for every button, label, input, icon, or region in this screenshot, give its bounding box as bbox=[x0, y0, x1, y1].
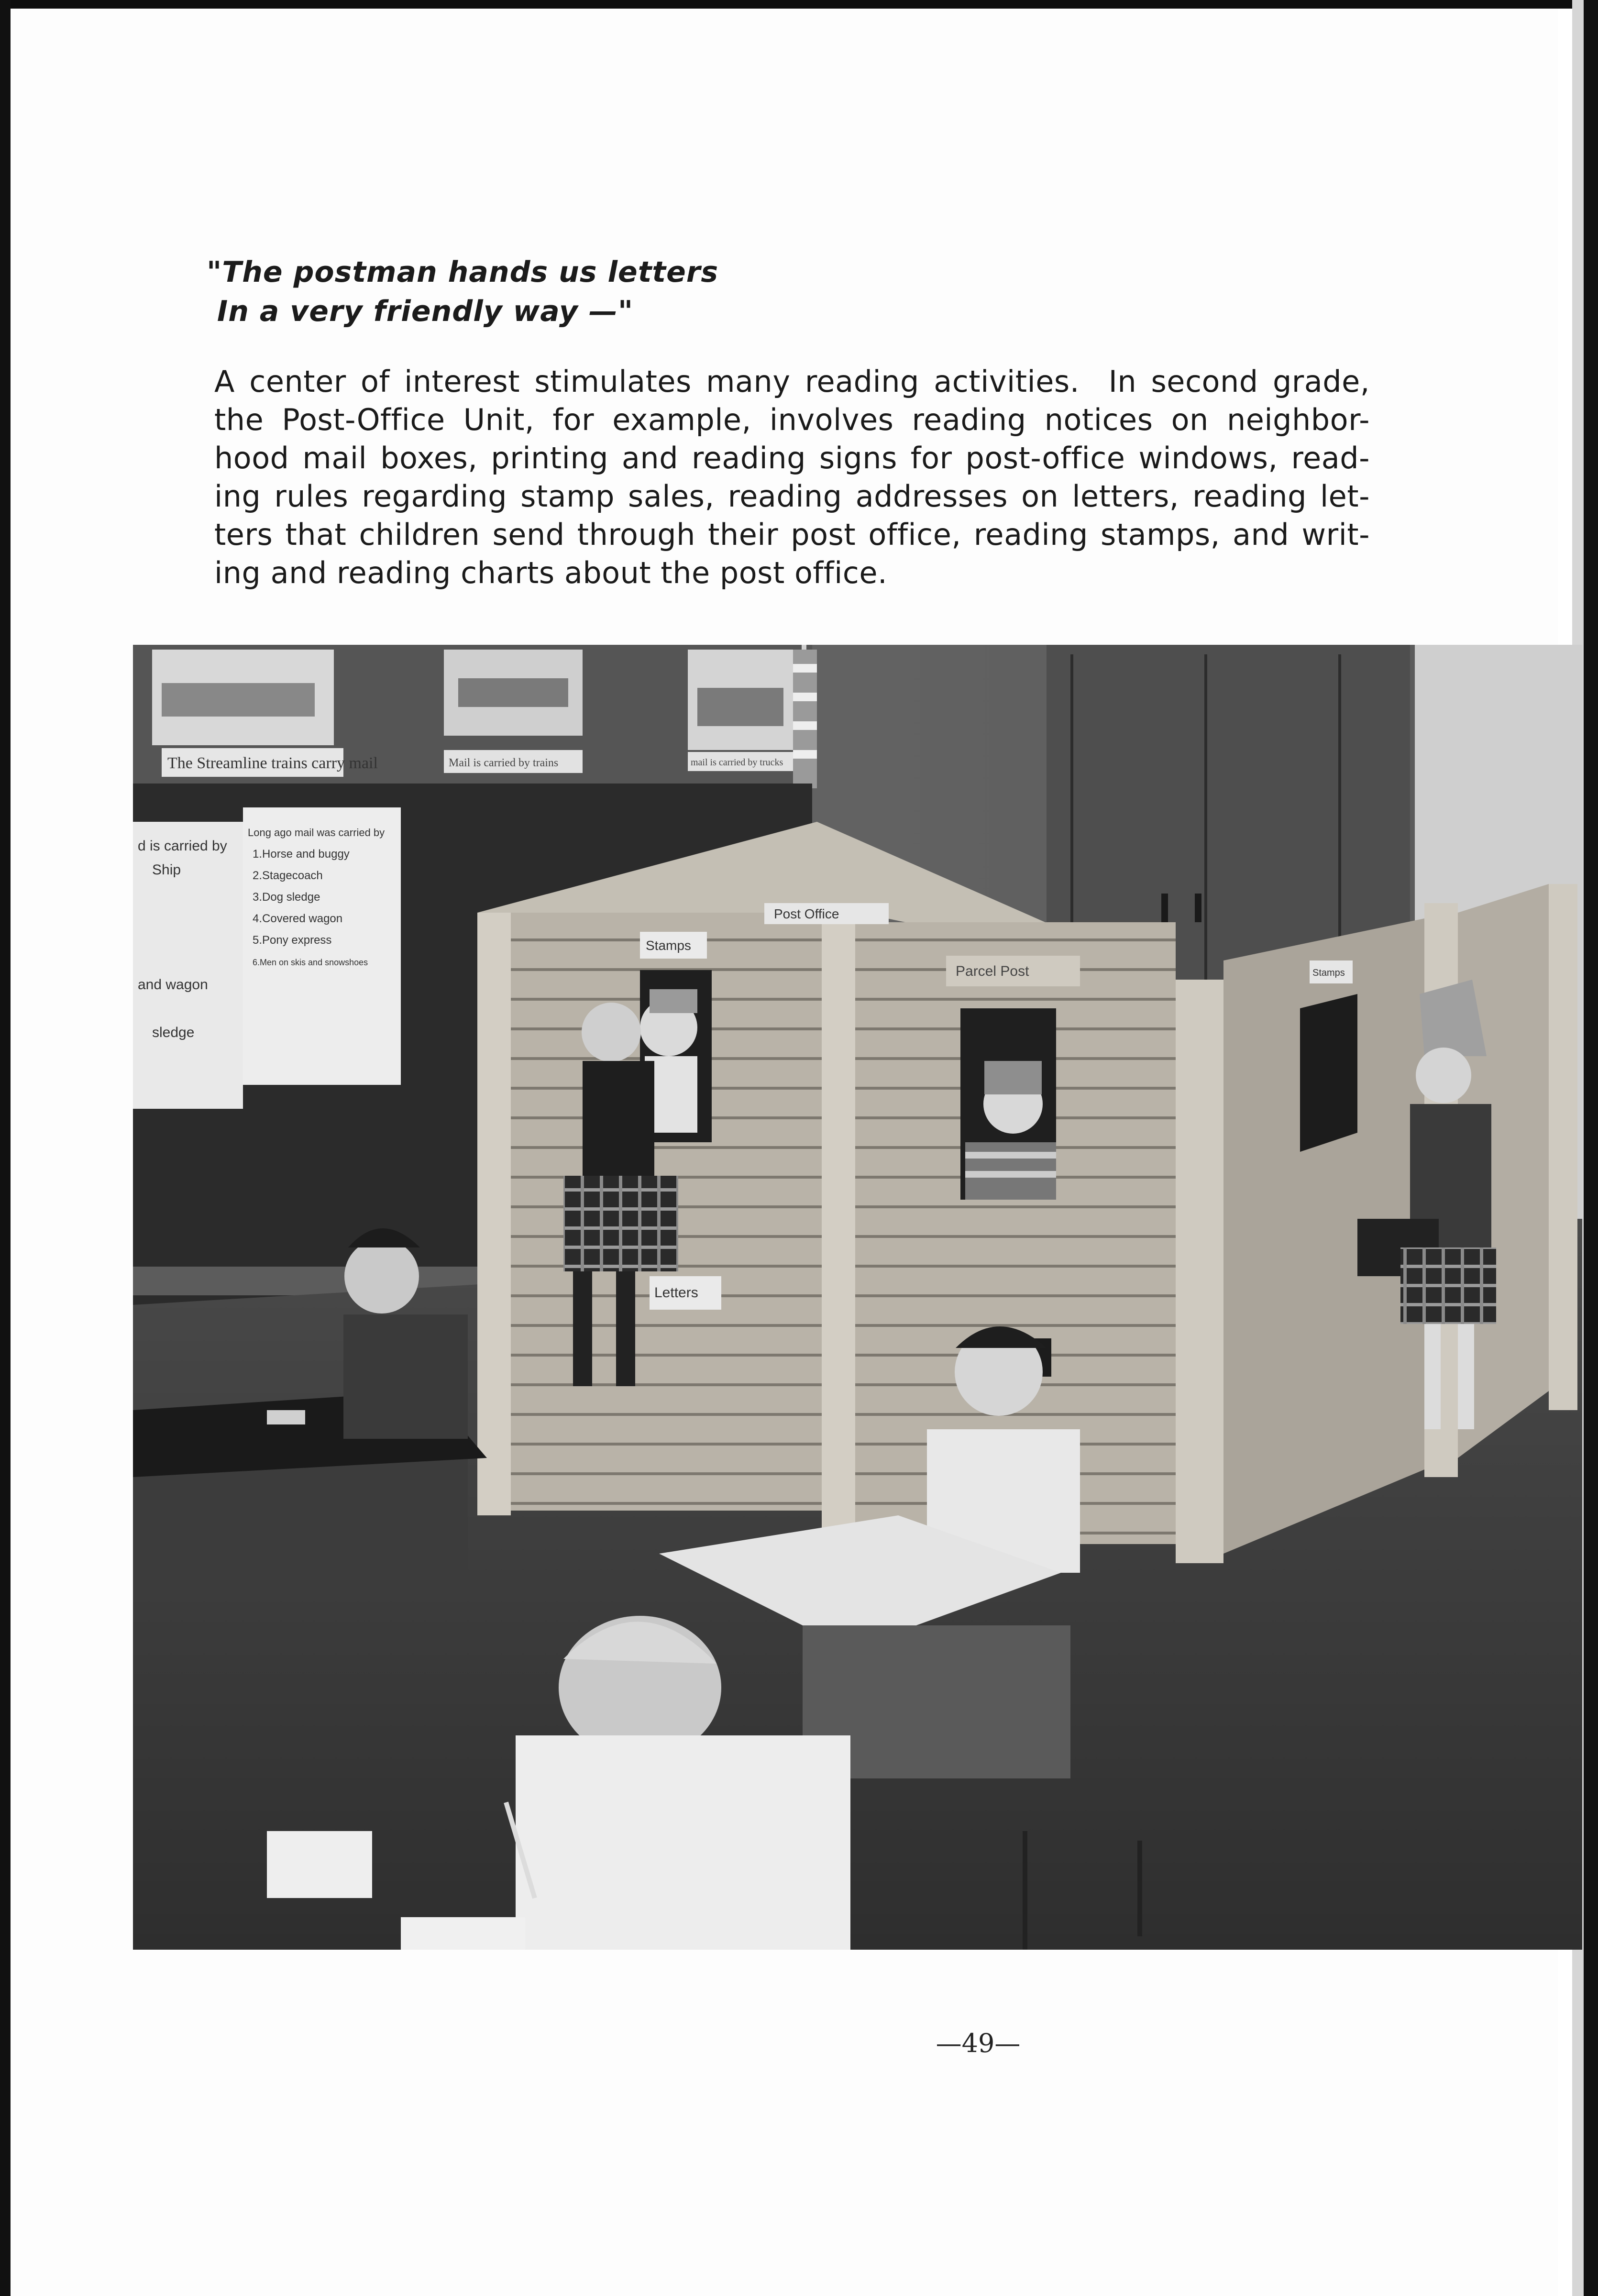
booth-window-right bbox=[1300, 994, 1357, 1152]
chart-right-text: Long ago mail was carried by bbox=[248, 827, 385, 839]
verse-line: In a very friendly way —" bbox=[207, 295, 634, 328]
girl-skirt bbox=[563, 1176, 678, 1271]
letter-paper bbox=[401, 1917, 525, 1950]
girl-sweater bbox=[583, 1061, 654, 1181]
letter-card bbox=[267, 1831, 372, 1898]
caption-strip-text: mail is carried by trucks bbox=[691, 757, 783, 768]
girl-head bbox=[1416, 1048, 1471, 1103]
chart-left-text: sledge bbox=[152, 1025, 195, 1040]
chart-right-text: 6.Men on skis and snowshoes bbox=[253, 958, 368, 967]
paragraph-line: the Post-Office Unit, for example, involves reading notices on neighbor- bbox=[214, 402, 1370, 437]
photo-drawing bbox=[133, 645, 1582, 1950]
scan-border-top bbox=[0, 0, 1598, 9]
caption-strip-text: The Streamline trains carry mail bbox=[167, 754, 378, 772]
paragraph-line: ing rules regarding stamp sales, reading addresses on letters, reading let- bbox=[214, 479, 1370, 514]
sign-text: Letters bbox=[654, 1285, 698, 1301]
girl-sweater bbox=[343, 1314, 468, 1439]
sign-text: Parcel Post bbox=[956, 963, 1029, 979]
chart-left-text: Ship bbox=[152, 862, 181, 878]
chart-left-text: d is carried by bbox=[138, 838, 227, 854]
body-paragraph bbox=[214, 363, 1370, 592]
paragraph-line: hood mail boxes, printing and reading signs for post-office windows, read- bbox=[214, 441, 1370, 475]
chart-right-text: 4.Covered wagon bbox=[253, 912, 343, 925]
sign-text: Post Office bbox=[774, 906, 839, 921]
chart-right-text: 2.Stagecoach bbox=[253, 869, 323, 882]
paragraph-line: ing and reading charts about the post office. bbox=[214, 555, 888, 590]
chart-right-text: 5.Pony express bbox=[253, 934, 332, 947]
verse-quote bbox=[207, 253, 718, 331]
verse-line: "The postman hands us letters bbox=[207, 255, 719, 289]
classroom-photo bbox=[133, 645, 1582, 1950]
scan-border-left bbox=[0, 0, 11, 2296]
boy-shirt bbox=[516, 1735, 850, 1950]
paragraph-line: ters that children send through their post office, reading stamps, and writ- bbox=[214, 517, 1370, 552]
chart-left-text: and wagon bbox=[138, 977, 208, 993]
chart-right-text: 3.Dog sledge bbox=[253, 891, 320, 904]
sign-text: Stamps bbox=[1312, 968, 1345, 978]
scan-border-right bbox=[1584, 0, 1598, 2296]
sign-text: Stamps bbox=[646, 938, 691, 953]
girl-head bbox=[344, 1239, 419, 1314]
girl-head bbox=[582, 1003, 641, 1062]
chart-left bbox=[133, 822, 243, 1109]
caption-strip-text: Mail is carried by trains bbox=[449, 757, 559, 769]
paragraph-line: A center of interest stimulates many reading activities. In second grade, bbox=[214, 364, 1370, 399]
chart-right-text: 1.Horse and buggy bbox=[253, 848, 350, 861]
page-number: —49— bbox=[936, 2028, 1021, 2058]
